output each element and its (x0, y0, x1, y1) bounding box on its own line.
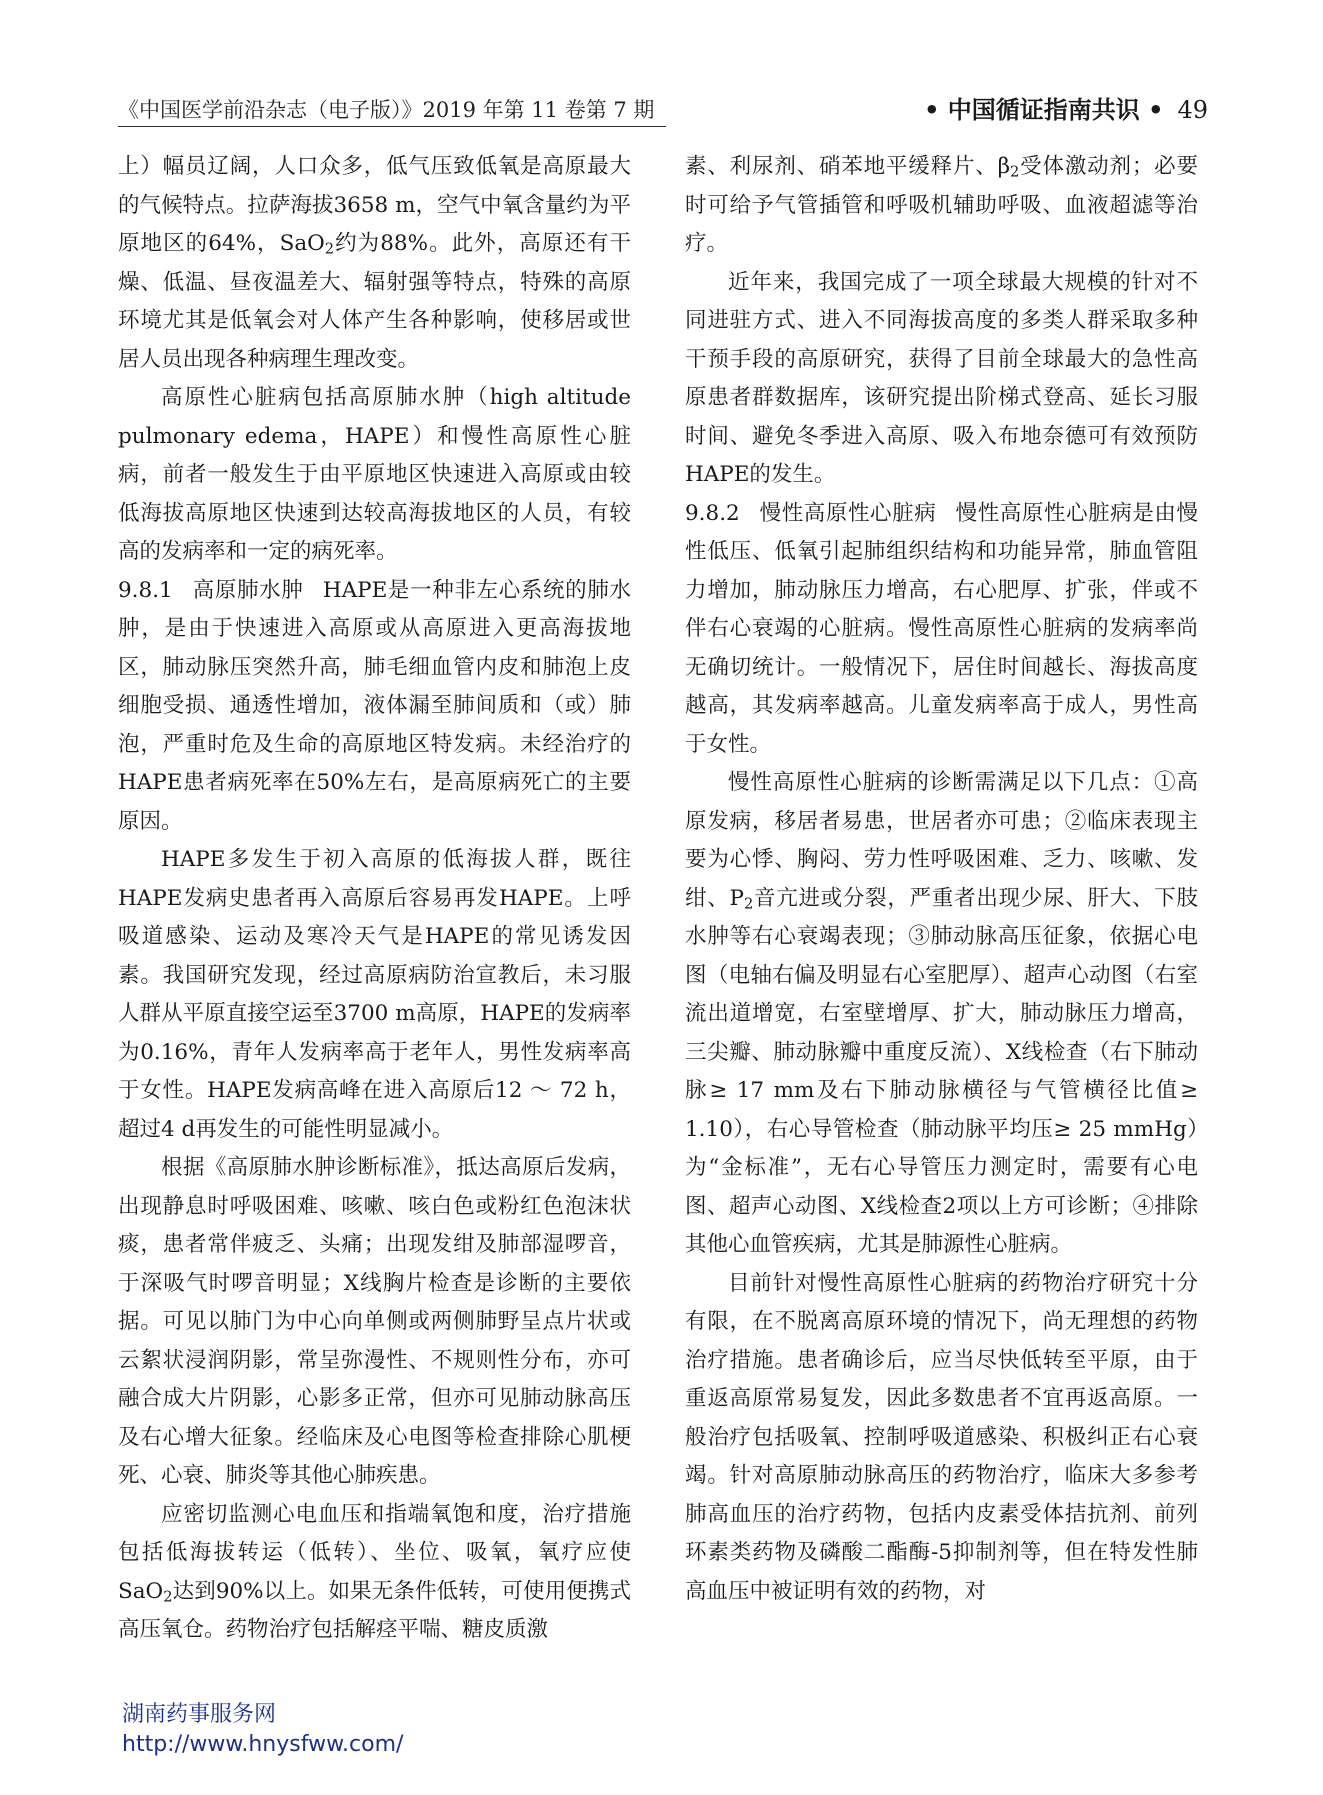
site-url[interactable]: http://www.hnysfww.com/ (122, 1732, 404, 1757)
site-name: 湖南药事服务网 (122, 1702, 277, 1727)
running-header (118, 90, 1208, 130)
header-section (924, 90, 1208, 125)
paragraph: 根据《高原肺水肿诊断标准》，抵达高原后发病，出现静息时呼吸困难、咳嗽、咳白色或粉红色泡沫状痰，患者常伴疲乏、头痛；出现发绀及肺部湿啰音，于深吸气时啰音明显；X线胸片检查是诊断的主要依据。可见以肺门为中心向单侧或两侧肺野呈点片状或云絮状浸润阴影，常呈弥漫性、不规则性分布，亦可融合成大片阴影，心影多正常，但亦可见肺动脉高压及右心增大征象。经临床及心电图等检查排除心肌梗死、心衰、肺炎等其他心肺疾患。 (118, 1155, 631, 1488)
paragraph: 素、利尿剂、硝苯地平缓释片、$\beta_2$受体激动剂；必要时可给予气管插管和呼吸机辅助呼吸、血液超滤等治疗。 (685, 154, 1198, 256)
paragraph: 应密切监测心电血压和指端氧饱和度，治疗措施包括低海拔转运（低转）、坐位、吸氧，氧疗应使SaO$_2$达到90%以上。如果无条件低转，可使用便携式高压氧仓。药物治疗包括解痉平喘、糖皮质激 (118, 1501, 631, 1642)
paragraph: 慢性高原性心脏病的诊断需满足以下几点：①高原发病，移居者易患，世居者亦可患；②临床表现主要为心悸、胸闷、劳力性呼吸困难、乏力、咳嗽、发绀、$P_2$音亢进或分裂，严重者出现少尿、肝大、下肢水肿等右心衰竭表现；③肺动脉高压征象，依据心电图（电轴右偏及明显右心室肥厚）、超声心动图（右室流出道增宽，右室壁增厚、扩大，肺动脉压力增高，三尖瓣、肺动脉瓣中重度反流）、X线检查（右下肺动脉≥ 17 mm及右下肺动脉横径与气管横径比值≥ 1.10），右心导管检查（肺动脉平均压≥ 25 mmHg）为“金标准”，无右心导管压力测定时，需要有心电图、超声心动图、X线检查2项以上方可诊断；④排除其他心血管疾病，尤其是肺源性心脏病。 (685, 770, 1198, 1257)
journal-title: 《中国医学前沿杂志（电子版）》2019 年第 11 卷第 7 期 (118, 98, 655, 122)
paragraph: 上）幅员辽阔，人口众多，低气压致低氧是高原最大的气候特点。拉萨海拔3658 m，空气中氧含量约为平原地区的64%，SaO$_2$约为88%。此外，高原还有干燥、低温、昼夜温差大、辐射强等特点，特殊的高原环境尤其是低氧会对人体产生各种影响，使移居或世居人员出现各种病理生理改变。 (118, 154, 631, 372)
left-column (118, 148, 631, 1650)
section-9-8-2: 9.8.2 慢性高原性心脏病 慢性高原性心脏病是由慢性低压、低氧引起肺组织结构和功能异常，肺血管阻力增加，肺动脉压力增高，右心肥厚、扩张，伴或不伴右心衰竭的心脏病。慢性高原性心脏病的发病率尚无确切统计。一般情况下，居住时间越长、海拔高度越高，其发病率越高。儿童发病率高于成人，男性高于女性。 (685, 500, 1198, 757)
paragraph: 近年来，我国完成了一项全球最大规模的针对不同进驻方式、进入不同海拔高度的多类人群采取多种干预手段的高原研究，获得了目前全球最大的急性高原患者群数据库，该研究提出阶梯式登高、延长习服时间、避免冬季进入高原、吸入布地奈德可有效预防HAPE的发生。 (685, 269, 1198, 487)
paragraph: HAPE多发生于初入高原的低海拔人群，既往HAPE发病史患者再入高原后容易再发HAPE。上呼吸道感染、运动及寒冷天气是HAPE的常见诱发因素。我国研究发现，经过高原病防治宣教后，未习服人群从平原直接空运至3700 m高原，HAPE的发病率为0.16%，青年人发病率高于老年人，男性发病率高于女性。HAPE发病高峰在进入高原后12 ～ 72 h，超过4 d再发生的可能性明显减小。 (118, 847, 631, 1142)
section-label: • 中国循证指南共识 • (924, 96, 1164, 124)
section-number: 9.8.1 (118, 577, 173, 603)
section-9-8-1: 9.8.1 高原肺水肿 HAPE是一种非左心系统的肺水肿，是由于快速进入高原或从高原进入更高海拔地区，肺动脉压突然升高，肺毛细血管内皮和肺泡上皮细胞受损、通透性增加，液体漏至肺间质和（或）肺泡，严重时危及生命的高原地区特发病。未经治疗的HAPE患者病死率在50%左右，是高原病死亡的主要原因。 (118, 577, 631, 834)
subscript: 2 (743, 895, 754, 913)
section-title: 高原肺水肿 (192, 577, 304, 603)
section-title: 慢性高原性心脏病 (759, 500, 937, 526)
subscript: 2 (163, 1588, 173, 1606)
subscript: 2 (324, 240, 335, 258)
watermark-footer (122, 1700, 403, 1760)
paragraph: 高原性心脏病包括高原肺水肿（high altitude pulmonary edema，HAPE）和慢性高原性心脏病，前者一般发生于由平原地区快速进入高原或由较低海拔高原地区快速到达较高海拔地区的人员，有较高的发病率和一定的病死率。 (118, 385, 631, 564)
paragraph: 目前针对慢性高原性心脏病的药物治疗研究十分有限，在不脱离高原环境的情况下，尚无理想的药物治疗措施。患者确诊后，应当尽快低转至平原，由于重返高原常易复发，因此多数患者不宜再返高原。一般治疗包括吸氧、控制呼吸道感染、积极纠正右心衰竭。针对高原肺动脉高压的药物治疗，临床大多参考肺高血压的治疗药物，包括内皮素受体拮抗剂、前列环素类药物及磷酸二酯酶-5抑制剂等，但在特发性肺高血压中被证明有效的药物，对 (685, 1270, 1198, 1604)
header-rule (118, 126, 666, 127)
right-column (685, 148, 1198, 1611)
page-number: 49 (1177, 96, 1208, 124)
section-number: 9.8.2 (685, 500, 740, 526)
subscript: 2 (1010, 163, 1020, 181)
